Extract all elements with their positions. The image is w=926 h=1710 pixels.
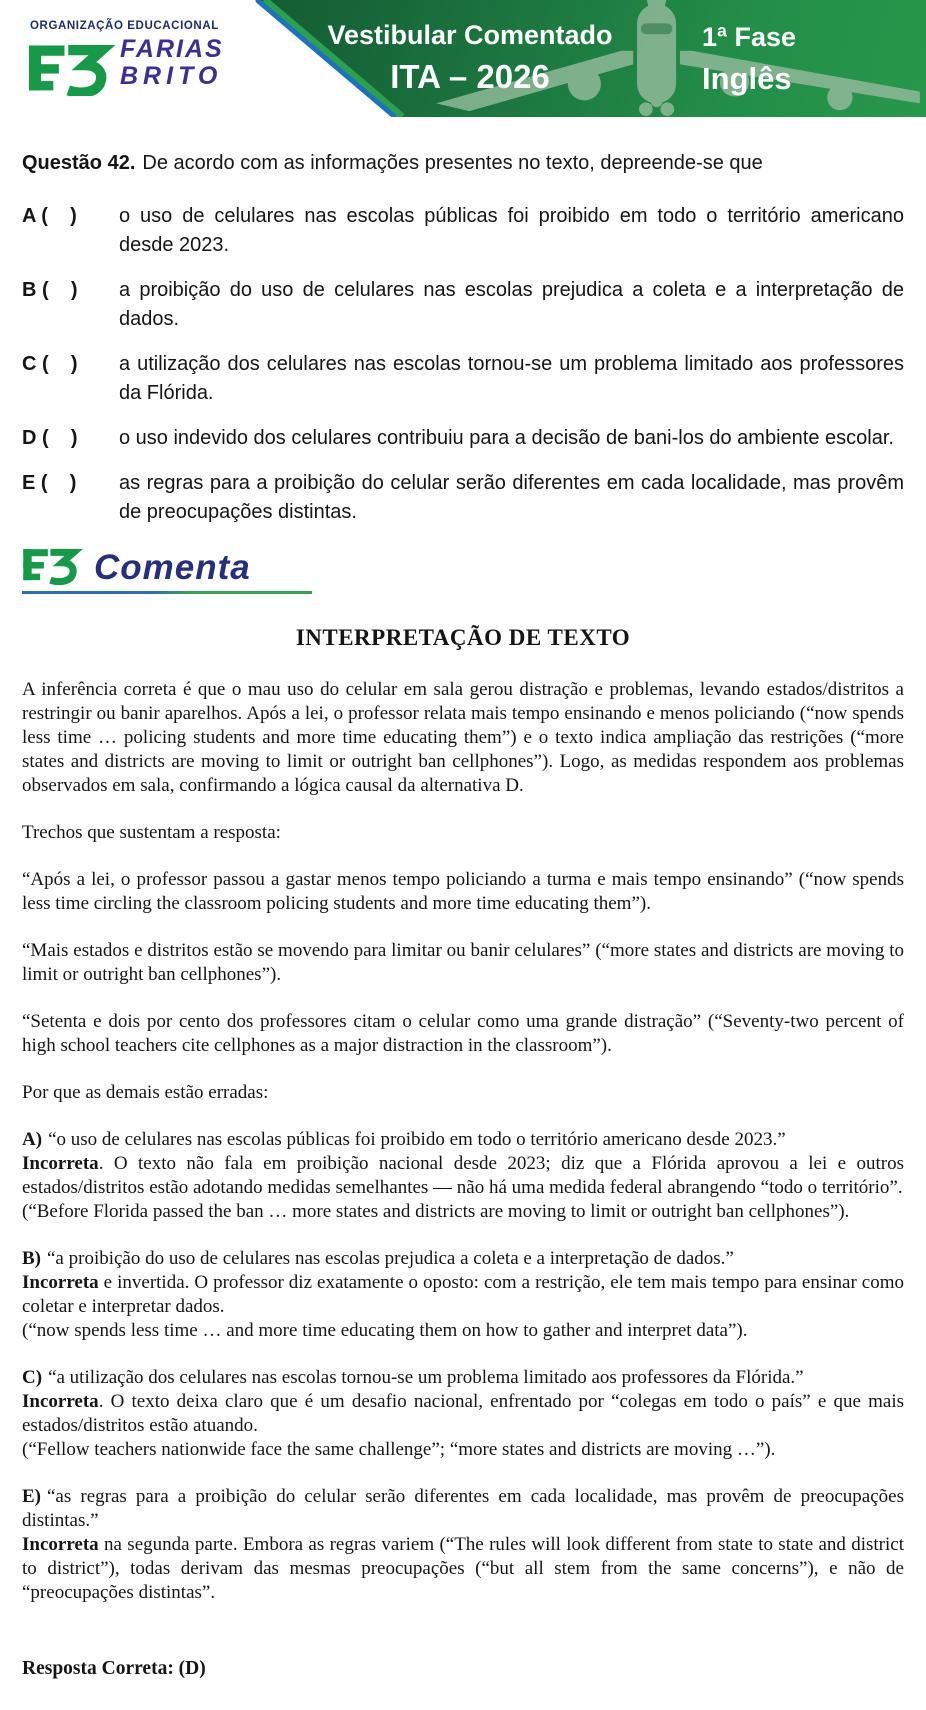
option-e-text: as regras para a proibição do celular serão diferentes em cada localidade, mas provêm de preocupações distintas. [119, 472, 904, 523]
option-b-label: B ( ) [22, 279, 78, 301]
wrong-option-b-claim-text: “a proibição do uso de celulares nas escolas prejudica a coleta e a interpretação de dados.” [47, 1248, 734, 1269]
wrong-option-e-claim [22, 1485, 904, 1533]
wrong-option-c-explanation-text: . O texto deixa claro que é um desafio nacional, enfrentado por “colegas em todo o país” e que mais estados/distritos estão atuando. [22, 1391, 904, 1436]
support-quote-2: “Mais estados e distritos estão se movendo para limitar ou banir celulares” (“more states and districts are moving to limit or outright ban cellphones”). [22, 940, 904, 985]
question-stem-text: De acordo com as informações presentes no texto, depreende-se que [142, 152, 763, 174]
wrong-option-b-quote: (“now spends less time … and more time educating them on how to gather and interpret data”). [22, 1320, 748, 1341]
wrong-option-a-verdict: Incorreta [22, 1153, 99, 1174]
wrong-option-a-explanation [22, 1152, 904, 1200]
brand-name [120, 37, 224, 89]
option-e [22, 469, 904, 527]
comenta-underline [22, 591, 312, 594]
wrong-option-b-claim [22, 1247, 904, 1271]
question-number: Questão 42. [22, 152, 136, 174]
question-section [0, 117, 926, 527]
wrong-option-a-explanation-text: . O texto não fala em proibição nacional desde 2023; diz que a Flórida aprovou a lei e outros estados/distritos estão adotando medidas semelhantes — não há uma medida federal abrangendo “todo o território”. [22, 1153, 904, 1198]
commentary-intro: A inferência correta é que o mau uso do celular em sala gerou distração e problemas, levando estados/distritos a restringir ou banir aparelhos. Após a lei, o professor relata mais tempo ensinando e menos policiando (“now spends less time … policing students and more time educating them”) e o texto indica ampliação das restrições (“more states and districts are moving to limit or outright ban cellphones”). Logo, as medidas respondem aos problemas observados em sala, confirmando a lógica causal da alternativa D. [22, 679, 904, 796]
option-a-label: A ( ) [22, 205, 77, 227]
wrong-option-b [22, 1247, 904, 1343]
fb-comenta-logo [22, 543, 322, 594]
comenta-wordmark: Comenta [94, 548, 251, 587]
wrong-option-c [22, 1366, 904, 1462]
support-intro: Trechos que sustentam a resposta: [22, 822, 281, 843]
wrong-option-c-claim [22, 1366, 904, 1390]
fb-logo-small-icon [22, 543, 84, 585]
wrong-option-b-explanation-text: e invertida. O professor diz exatamente o oposto: com a restrição, ele tem mais tempo para ensinar como coletar e interpretar dados. [22, 1272, 904, 1317]
support-quote-3: “Setenta e dois por cento dos professores citam o celular como uma grande distração” (“Seventy-two percent of high school teachers cite cellphones as a major distraction in the classroom”). [22, 1011, 904, 1056]
banner-title [320, 22, 620, 93]
wrong-option-a-quote: (“Before Florida passed the ban … more states and districts are moving to limit or outright ban cellphones”). [22, 1201, 850, 1222]
correct-answer: Resposta Correta: (D) [22, 1658, 206, 1679]
wrong-option-c-verdict: Incorreta [22, 1391, 99, 1412]
option-c-text: a utilização dos celulares nas escolas tornou-se um problema limitado aos professores da Flórida. [119, 353, 904, 404]
section-title: INTERPRETAÇÃO DE TEXTO [295, 625, 631, 650]
wrong-option-c-explanation [22, 1390, 904, 1438]
org-label: ORGANIZAÇÃO EDUCACIONAL [30, 20, 219, 32]
option-b-text: a proibição do uso de celulares nas escolas prejudica a coleta e a interpretação de dados. [119, 279, 904, 330]
banner-subject: Inglês [702, 61, 792, 96]
wrong-option-b-verdict: Incorreta [22, 1272, 99, 1293]
brand-line-farias: FARIAS [120, 35, 224, 63]
wrong-option-e [22, 1485, 904, 1605]
wrong-option-a-label: A) [22, 1129, 43, 1150]
support-quote-1: “Após a lei, o professor passou a gastar menos tempo policiando a turma e mais tempo ensinando” (“now spends less time circling the classroom policing students and more time educating them”). [22, 869, 904, 914]
option-c-label: C ( ) [22, 353, 78, 375]
wrong-option-a [22, 1128, 904, 1224]
wrong-option-e-claim-text: “as regras para a proibição do celular serão diferentes em cada localidade, mas provêm de preocupações distintas.” [22, 1486, 904, 1531]
wrong-option-e-label: E) [22, 1486, 41, 1507]
option-d-text: o uso indevido dos celulares contribuiu para a decisão de bani-los do ambiente escolar. [119, 427, 894, 449]
wrong-option-a-claim [22, 1128, 904, 1152]
banner-exam-info [702, 24, 796, 94]
wrong-option-e-explanation [22, 1533, 904, 1605]
option-e-label: E ( ) [22, 472, 77, 494]
wrong-option-a-claim-text: “o uso de celulares nas escolas públicas foi proibido em todo o território americano desde 2023.” [48, 1129, 786, 1150]
commentary-section [0, 626, 926, 1681]
wrong-option-b-label: B) [22, 1248, 41, 1269]
wrong-option-e-verdict: Incorreta [22, 1534, 99, 1555]
wrong-option-c-label: C) [22, 1367, 43, 1388]
header-banner [0, 0, 926, 117]
option-a [22, 202, 904, 260]
option-b [22, 276, 904, 334]
wrong-option-e-explanation-text: na segunda parte. Embora as regras variem (“The rules will look different from state to state and district to district”), todas derivam das mesmas preocupações (“but all stem from the same concerns”), e não de “preocupações distintas”. [22, 1534, 904, 1603]
option-c [22, 350, 904, 408]
banner-phase: 1ª Fase [702, 22, 797, 52]
banner-title-line2: ITA – 2026 [390, 58, 550, 95]
option-d-label: D ( ) [22, 427, 78, 449]
wrong-intro: Por que as demais estão erradas: [22, 1082, 269, 1103]
banner-title-line1: Vestibular Comentado [327, 20, 613, 50]
brand-line-brito: BRITO [120, 62, 223, 90]
wrong-option-c-claim-text: “a utilização dos celulares nas escolas tornou-se um problema limitado aos professores da Flórida.” [48, 1367, 804, 1388]
option-d [22, 424, 904, 453]
wrong-option-b-explanation [22, 1271, 904, 1319]
option-a-text: o uso de celulares nas escolas públicas foi proibido em todo o território americano desde 2023. [119, 205, 904, 256]
question-stem [22, 149, 904, 178]
wrong-option-c-quote: (“Fellow teachers nationwide face the same challenge”; “more states and districts are moving …”). [22, 1439, 776, 1460]
fb-logo-icon [26, 38, 118, 96]
